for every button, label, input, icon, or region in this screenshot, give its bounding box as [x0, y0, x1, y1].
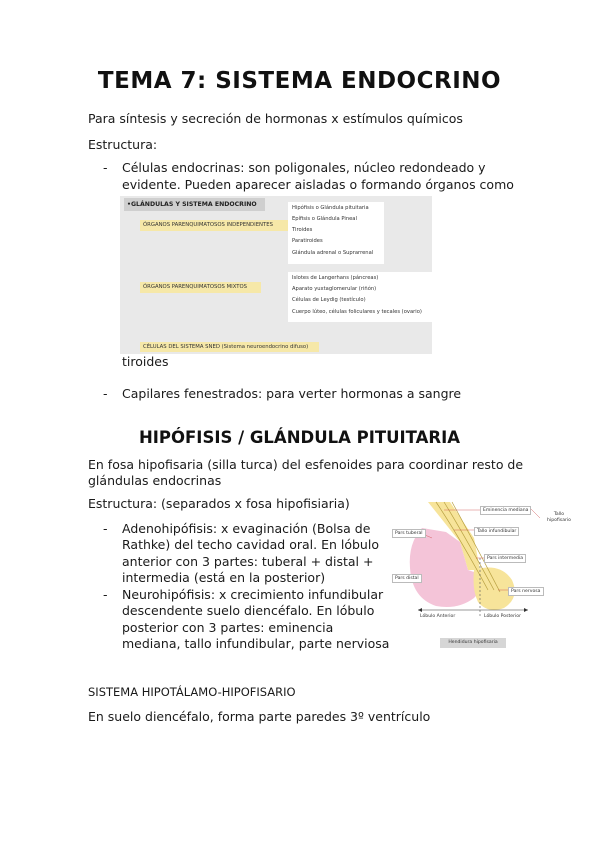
bullet-dash: - [103, 521, 108, 536]
bullet-text-line: anterior con 3 partes: tuberal + distal + [122, 554, 374, 569]
group1-item: Paratiroides [292, 238, 323, 244]
bullet-dash: - [103, 160, 108, 175]
group1-item: Glándula adrenal o Suprarrenal [292, 250, 374, 256]
estructura-label: Estructura: [88, 137, 158, 152]
section3-text: En suelo diencéfalo, forma parte paredes 3º ventrículo [88, 709, 431, 724]
bullet-text-line: Células endocrinas: son poligonales, núcleo redondeado y [122, 160, 486, 175]
pituitary-diagram [388, 498, 574, 650]
bullet-text-line: Neurohipófisis: x crecimiento infundibular [122, 587, 384, 602]
bullet-text-line: Capilares fenestrados: para verter hormonas a sangre [122, 386, 462, 401]
group2-item: Células de Leydig (testículo) [292, 297, 366, 303]
bullet-text-line: intermedia (está en la posterior) [122, 570, 326, 585]
group1-item: Epífisis o Glándula Pineal [292, 216, 357, 222]
label-pars-nervosa: Pars nervosa [508, 587, 544, 596]
table-header: •GLÁNDULAS Y SISTEMA ENDOCRINO [124, 198, 265, 211]
label-eminencia: Eminencia mediana [480, 506, 531, 515]
group1-item: Hipófisis o Glándula pituitaria [292, 205, 369, 211]
bullet-text-line: posterior con 3 partes: eminencia [122, 620, 334, 635]
bullet-text-line: mediana, tallo infundibular, parte nerviosa [122, 636, 390, 651]
label-pars-tuberal: Pars tuberal [392, 529, 426, 538]
label-tallo: Tallo infundibular [474, 527, 519, 536]
bullet-dash: - [103, 587, 108, 602]
page-title: TEMA 7: SISTEMA ENDOCRINO [97, 68, 502, 94]
section2-estructura: Estructura: (separados x fosa hipofisiaria) [88, 496, 350, 511]
label-lobulo-posterior: Lóbulo Posterior [484, 614, 521, 619]
bullet-text-line: Rathke) del techo cavidad oral. En lóbulo [122, 537, 379, 552]
section3-heading: SISTEMA HIPOTÁLAMO-HIPOFISARIO [88, 685, 296, 699]
bullet-text-line: descendente suelo diencéfalo. En lóbulo [122, 603, 375, 618]
section-heading: HIPÓFISIS / GLÁNDULA PITUITARIA [138, 428, 461, 447]
bullet-text-line: Adenohipófisis: x evaginación (Bolsa de [122, 521, 371, 536]
group2-item: Aparato yuxtaglomerular (riñón) [292, 286, 377, 292]
label-lobulo-anterior: Lóbulo Anterior [420, 614, 456, 619]
bullet-dash: - [103, 386, 108, 401]
group2-item: Islotes de Langerhans (páncreas) [292, 275, 379, 281]
group1-label: ÓRGANOS PARENQUIMATOSOS INDEPENDIENTES [140, 220, 289, 231]
label-tallo-hip: Tallo hipofisario [547, 512, 571, 523]
group2-item: Cuerpo lúteo, células foliculares y tecales (ovario) [292, 309, 422, 315]
section2-intro-line: En fosa hipofisaria (silla turca) del esfenoides para coordinar resto de [88, 457, 524, 472]
bullet-text-line: tiroides [122, 354, 169, 369]
label-pars-distal: Pars distal [392, 574, 422, 583]
endocrine-glands-table-image [120, 196, 432, 354]
bullet-text-line: evidente. Pueden aparecer aisladas o formando órganos como [122, 177, 514, 192]
group2-label: ÓRGANOS PARENQUIMATOSOS MIXTOS [140, 282, 261, 293]
section2-intro-line: glándulas endocrinas [88, 473, 222, 488]
label-pars-intermedia: Pars intermedia [484, 554, 526, 563]
label-bottom: Hendidura hipofisaria [440, 638, 506, 648]
group1-item: Tiroides [292, 227, 313, 233]
intro-text: Para síntesis y secreción de hormonas x estímulos químicos [88, 111, 463, 126]
group3-label: CÉLULAS DEL SISTEMA SNED (Sistema neuroendocrino difuso) [140, 342, 319, 352]
